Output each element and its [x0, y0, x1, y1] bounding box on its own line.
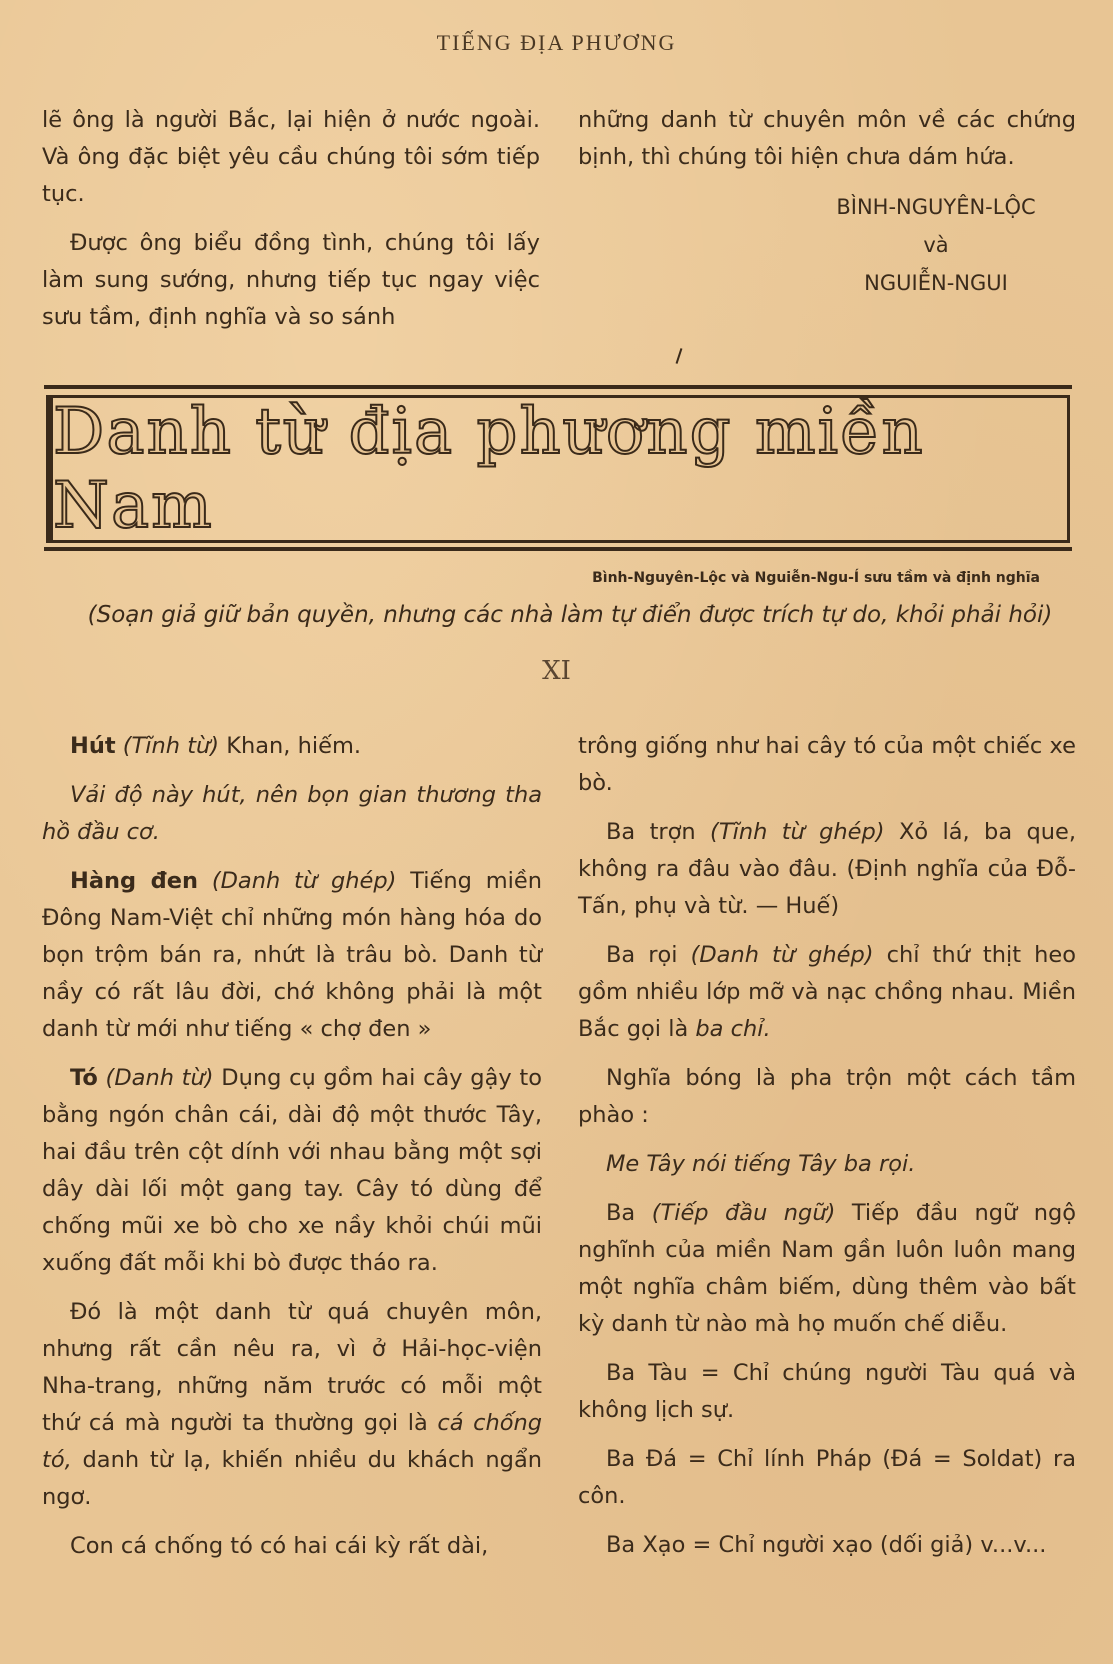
entry-term: Hút — [70, 733, 116, 759]
text-run: cá chống tó, — [42, 1410, 543, 1473]
paragraph: Được ông biểu đồng tình, chúng tôi lấy làm sung sướng, nhưng tiếp tục ngay việc sưu tầm, định nghĩa và so sánh — [42, 230, 540, 330]
entry-definition: Xỏ lá, ba que, không ra đâu vào đâu. (Định nghĩa của Đỗ-Tấn, phụ và từ. — Huế) — [578, 819, 1076, 919]
text-run: Đó là một danh từ quá chuyên môn, nhưng rất cần nêu ra, vì ở Hải-học-viện Nha-trang, những năm trước có mỗi một thứ cá mà người ta thường gọi là — [42, 1299, 542, 1436]
paragraph: Nghĩa bóng là pha trộn một cách tầm phào : — [578, 1065, 1076, 1128]
top-right-column — [578, 102, 1076, 302]
entry-definition: Tiếng miền Đông Nam-Việt chỉ những món hàng hóa do bọn trộm bán ra, nhứt là trâu bò. Danh từ nầy có rất lâu đời, chớ không phải là một danh từ mới như tiếng « chợ đen » — [42, 868, 542, 1042]
paragraph: lẽ ông là người Bắc, lại hiện ở nước ngoài. Và ông đặc biệt yêu cầu chúng tôi sớm tiếp tục. — [42, 107, 540, 207]
entry-pos: (Danh từ ghép) — [211, 868, 397, 894]
bottom-right-column — [578, 728, 1076, 1576]
bottom-left-column — [42, 728, 542, 1577]
top-left-column — [42, 102, 540, 348]
running-head: TIẾNG ĐỊA PHƯƠNG — [436, 30, 677, 55]
entry-pos: (Tiếp đầu ngữ) — [651, 1200, 836, 1226]
entry-pos: (Danh từ) — [105, 1065, 214, 1091]
article-title: Danh từ địa phương miền Nam — [53, 395, 925, 543]
entry-hang-den — [42, 863, 542, 1048]
entry-term: Ba rọi — [606, 942, 678, 968]
entry-definition: Dụng cụ gồm hai cây gậy to bằng ngón chân cái, dài độ một thước Tây, hai đầu trên cột dính với nhau bằng một sợi dây dài lối một gang tay. Cây tó dùng để chống mũi xe bò cho xe nầy khỏi chúi mũi xuống đất mỗi khi bò được tháo ra. — [42, 1065, 542, 1276]
signature-conjunction: và — [923, 233, 949, 257]
entry-to — [42, 1060, 542, 1282]
entry-definition: Khan, hiếm. — [226, 733, 362, 759]
signature-block — [578, 188, 1076, 302]
paragraph: Con cá chống tó có hai cái kỳ rất dài, — [70, 1533, 489, 1559]
entry-pos: (Tĩnh từ ghép) — [710, 819, 885, 845]
entry-hut — [42, 728, 542, 765]
paragraph: trông giống như hai cây tó của một chiếc xe bò. — [578, 733, 1076, 796]
entry-example: Me Tây nói tiếng Tây ba rọi. — [606, 1151, 916, 1177]
entry-term: Hàng đen — [70, 868, 199, 894]
copyright-note: (Soạn giả giữ bản quyền, nhưng các nhà làm tự điển được trích tự do, khỏi phải hỏi) — [87, 602, 1053, 628]
entry-definition: Tiếp đầu ngữ ngộ nghĩnh của miền Nam gần luôn luôn mang một nghĩa châm biếm, dùng thêm vào bất kỳ danh từ nào mà họ muốn chế diễu. — [578, 1200, 1077, 1337]
entry-definition: chỉ thứ thịt heo gồm nhiều lớp mỡ và nạc chồng nhau. Miền Bắc gọi là — [578, 942, 1076, 1042]
title-tick-mark — [676, 348, 683, 364]
entry-ba-roi — [578, 937, 1076, 1048]
signature-name: BÌNH-NGUYÊN-LỘC — [836, 195, 1036, 219]
example-ba-tau: Ba Tàu = Chỉ chúng người Tàu quá và không lịch sự. — [578, 1360, 1076, 1423]
entry-term: Tó — [70, 1065, 98, 1091]
entry-ba-tron — [578, 814, 1076, 925]
text-run: danh từ lạ, khiến nhiều du khách ngẩn ngơ. — [42, 1447, 542, 1510]
signature-name: NGUIỄN-NGUI — [864, 271, 1008, 295]
entry-example: Vải độ này hút, nên bọn gian thương tha hồ đầu cơ. — [42, 782, 542, 845]
entry-pos: (Tĩnh từ) — [122, 733, 220, 759]
text-run: ba chỉ. — [695, 1016, 771, 1042]
example-ba-xao: Ba Xạo = Chỉ người xạo (dối giả) v...v... — [606, 1532, 1047, 1558]
entry-term: Ba — [606, 1200, 636, 1226]
paragraph — [42, 1294, 542, 1516]
title-box — [46, 395, 1070, 543]
paragraph: những danh từ chuyên môn về các chứng bịnh, thì chúng tôi hiện chưa dám hứa. — [578, 107, 1076, 170]
author-credit: Bình-Nguyên-Lộc và Nguiễn-Ngu-Í sưu tầm và định nghĩa — [592, 570, 1040, 586]
entry-pos: (Danh từ ghép) — [690, 942, 874, 968]
example-ba-de: Ba Đá = Chỉ lính Pháp (Đá = Soldat) ra côn. — [578, 1446, 1076, 1509]
entry-ba — [578, 1195, 1076, 1343]
part-number: XI — [542, 656, 571, 686]
entry-term: Ba trợn — [606, 819, 696, 845]
